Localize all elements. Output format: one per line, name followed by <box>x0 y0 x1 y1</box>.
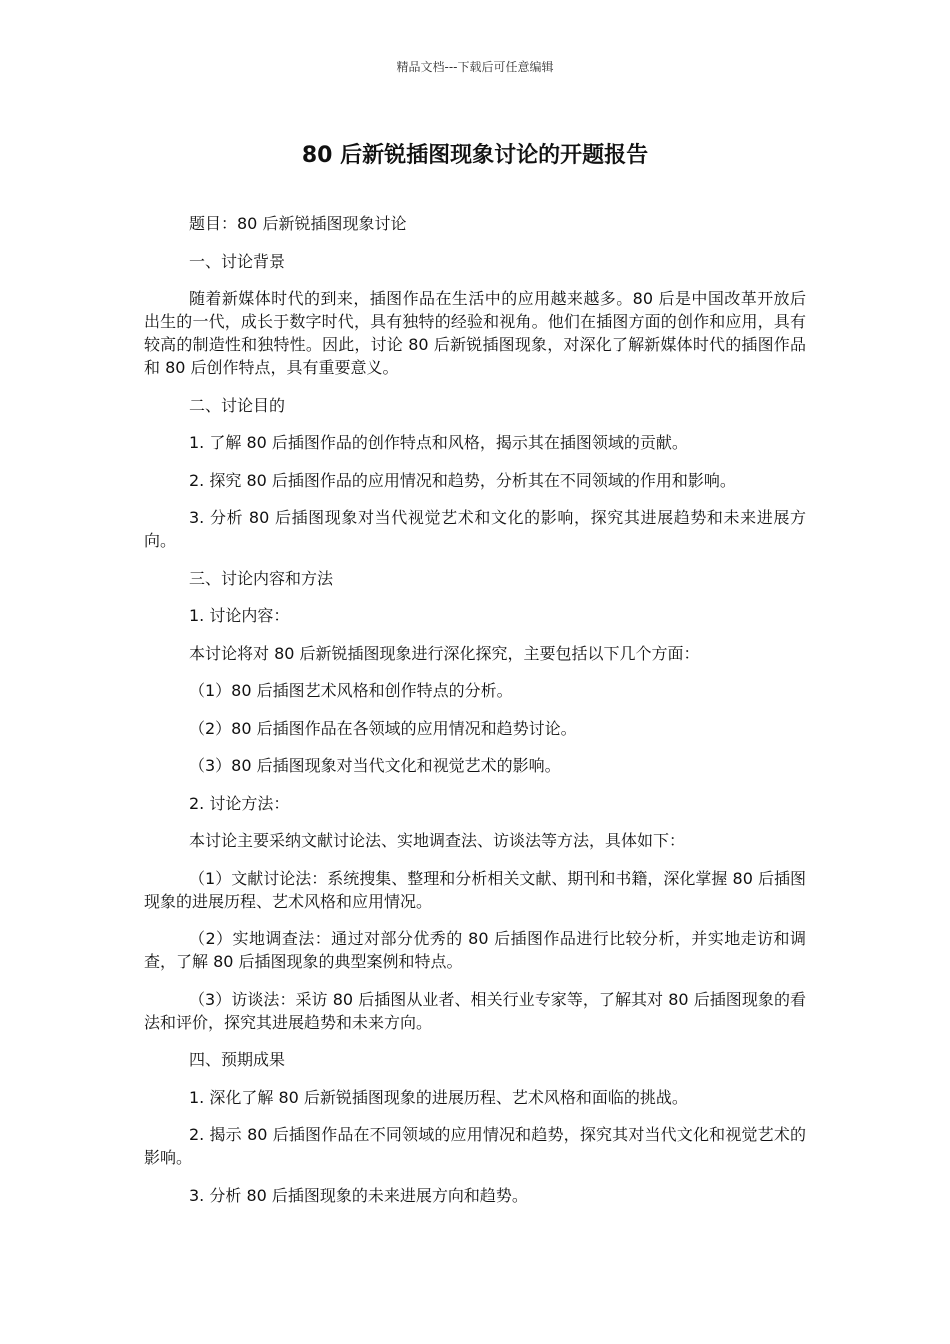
method-item: （3）访谈法：采访 80 后插图从业者、相关行业专家等，了解其对 80 后插图现象的看法和评价，探究其进展趋势和未来方向。 <box>144 989 806 1032</box>
purpose-item: 1. 了解 80 后插图作品的创作特点和风格，揭示其在插图领域的贡献。 <box>189 433 688 452</box>
content-item: （2）80 后插图作品在各领域的应用情况和趋势讨论。 <box>189 718 577 738</box>
content-item: （1）80 后插图艺术风格和创作特点的分析。 <box>189 681 513 700</box>
document-title: 80 后新锐插图现象讨论的开题报告 <box>301 143 649 168</box>
content-intro: 本讨论将对 80 后新锐插图现象进行深化探究，主要包括以下几个方面： <box>189 643 700 663</box>
section-heading-content-methods: 三、讨论内容和方法 <box>189 568 334 588</box>
topic-line: 题目：80 后新锐插图现象讨论 <box>189 214 407 233</box>
methods-intro: 本讨论主要采纳文献讨论法、实地调查法、访谈法等方法，具体如下： <box>189 831 686 850</box>
section-heading-background: 一、讨论背景 <box>189 251 286 271</box>
content-item: （3）80 后插图现象对当代文化和视觉艺术的影响。 <box>189 756 561 775</box>
outcome-item: 1. 深化了解 80 后新锐插图现象的进展历程、艺术风格和面临的挑战。 <box>189 1087 688 1107</box>
method-item: （2）实地调查法：通过对部分优秀的 80 后插图作品进行比较分析，并实地走访和调查，了解 80 后插图现象的典型案例和特点。 <box>144 929 806 971</box>
section-heading-outcomes: 四、预期成果 <box>189 1050 286 1069</box>
section-heading-purpose: 二、讨论目的 <box>189 395 286 415</box>
outcome-item: 2. 揭示 80 后插图作品在不同领域的应用情况和趋势，探究其对当代文化和视觉艺术的影响。 <box>144 1125 806 1167</box>
header-note: 精品文档---下载后可任意编辑 <box>396 60 554 74</box>
background-paragraph: 随着新媒体时代的到来，插图作品在生活中的应用越来越多。80 后是中国改革开放后出生的一代，成长于数字时代，具有独特的经验和视角。他们在插图方面的创作和应用，具有较高的制造性和独特性。因此，讨论 80 后新锐插图现象，对深化了解新媒体时代的插图作品和 80 后创作特点，具有重要意义。 <box>144 289 806 377</box>
method-item: （1）文献讨论法：系统搜集、整理和分析相关文献、期刊和书籍，深化掌握 80 后插图现象的进展历程、艺术风格和应用情况。 <box>144 868 806 911</box>
subheading-content: 1. 讨论内容： <box>189 606 290 625</box>
purpose-item: 3. 分析 80 后插图现象对当代视觉艺术和文化的影响，探究其进展趋势和未来进展方向。 <box>144 508 806 550</box>
outcome-item: 3. 分析 80 后插图现象的未来进展方向和趋势。 <box>189 1185 528 1205</box>
subheading-methods: 2. 讨论方法： <box>189 793 290 813</box>
purpose-item: 2. 探究 80 后插图作品的应用情况和趋势，分析其在不同领域的作用和影响。 <box>189 470 736 490</box>
document-body <box>144 212 806 1221</box>
